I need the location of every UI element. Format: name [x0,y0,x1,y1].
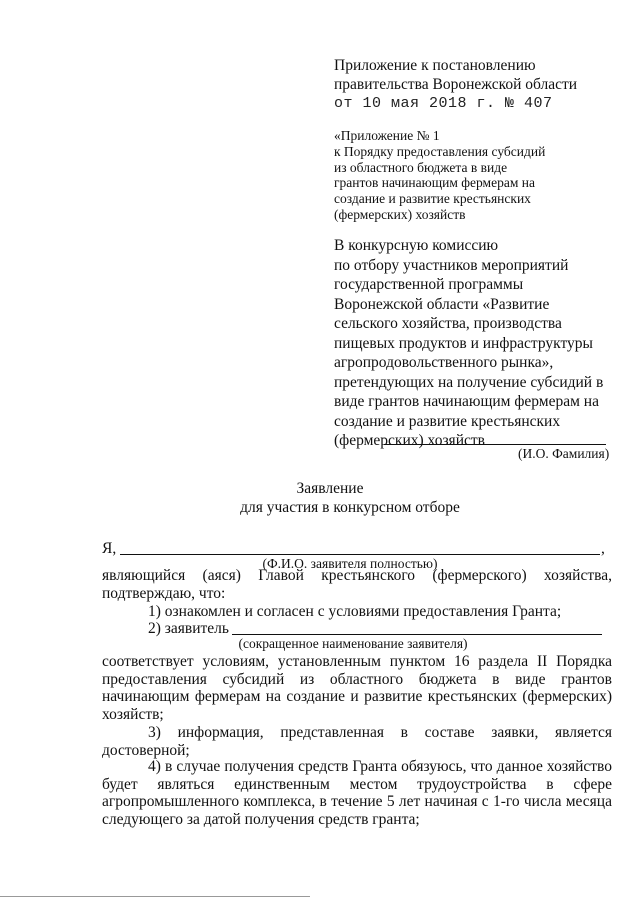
header-line-2: правительства Воронежской области [334,76,578,93]
annex-line: (фермерских) хозяйств [334,206,466,222]
item-1 [102,603,612,621]
applicant-prefix: Я, [102,540,117,557]
applicant-name-caption: (Ф.И.О. заявителя полностью) [262,556,438,571]
body-line: 3) информация, представленная в составе заявки, является [148,724,612,741]
body-line: 2) заявитель [148,620,229,637]
document-title: Заявление [296,480,364,497]
addressee-line: создание и развитие крестьянских [334,412,561,430]
annex-line: к Порядку предоставления субсидий [334,143,546,159]
body-line: предоставления субсидий из областного бюджета в виде грантов [102,670,612,688]
body-line: соответствует условиям, установленным пунктом 16 раздела II Порядка [102,653,612,670]
signature-line[interactable] [384,444,606,445]
annex-line: грантов начинающим фермерам на [334,175,535,191]
addressee-line: по отбору участников мероприятий [334,256,569,274]
signature-caption: (И.О. Фамилия) [518,446,610,461]
annex-line: создание и развитие крестьянских [334,191,531,207]
body-line: начинающим фермерам на создание и развитие крестьянских (фермерских) [102,688,612,705]
addressee-line: государственной программы [334,276,524,293]
annex-line: из областного бюджета в виде [334,159,508,175]
addressee-line: агропродовольственного рынка», [334,354,554,371]
annex-line: «Приложение № 1 [334,128,440,143]
annex-reference [334,128,545,223]
applicant-short-name-caption: (сокращенное наименование заявителя) [238,636,468,651]
header-line-1: Приложение к постановлению [334,57,536,74]
body-line: подтверждаю, что: [102,584,226,602]
addressee-line: пищевых продуктов и инфраструктуры [334,334,593,352]
body-line: 1) ознакомлен и согласен с условиями предоставления Гранта; [148,603,562,620]
paragraph-intro [102,567,612,602]
page-bottom-rule [0,896,310,897]
applicant-comma: , [601,540,605,557]
addressee-line: Воронежской области «Развитие [334,295,550,313]
addressee-line: сельского хозяйства, производства [334,315,562,332]
item-3 [102,724,612,759]
body-line: 4) в случае получения средств Гранта обязуюсь, что данное хозяйство [148,758,612,775]
body-line: будет являться единственным местом трудоустройства в сфере [102,775,612,793]
addressee-line: В конкурсную комиссию [334,237,499,254]
document-subtitle: для участия в конкурсном отборе [240,499,460,516]
body-line: следующего за датой получения средств гранта; [102,810,420,828]
applicant-short-name-field[interactable] [232,634,602,635]
body-line: достоверной; [102,741,190,759]
date-number-stamp: от 10 мая 2018 г. № 407 [334,95,553,112]
item-4 [102,758,612,828]
resolution-header [334,56,577,113]
applicant-name-field[interactable] [120,554,600,555]
body-line: хозяйств; [102,705,164,723]
item-2-continuation [102,653,612,723]
addressee-line: (фермерских) хозяйств [334,432,485,449]
addressee-block [334,236,603,451]
body-line: агропромышленного комплекса, в течение 5 лет начиная с 1-го числа месяца [102,793,612,810]
addressee-line: претендующих на получение субсидий в [334,373,604,391]
addressee-line: виде грантов начинающим фермерам на [334,393,599,410]
body-line: являющийся (аяся) Главой крестьянского (фермерского) хозяйства, [102,567,612,584]
